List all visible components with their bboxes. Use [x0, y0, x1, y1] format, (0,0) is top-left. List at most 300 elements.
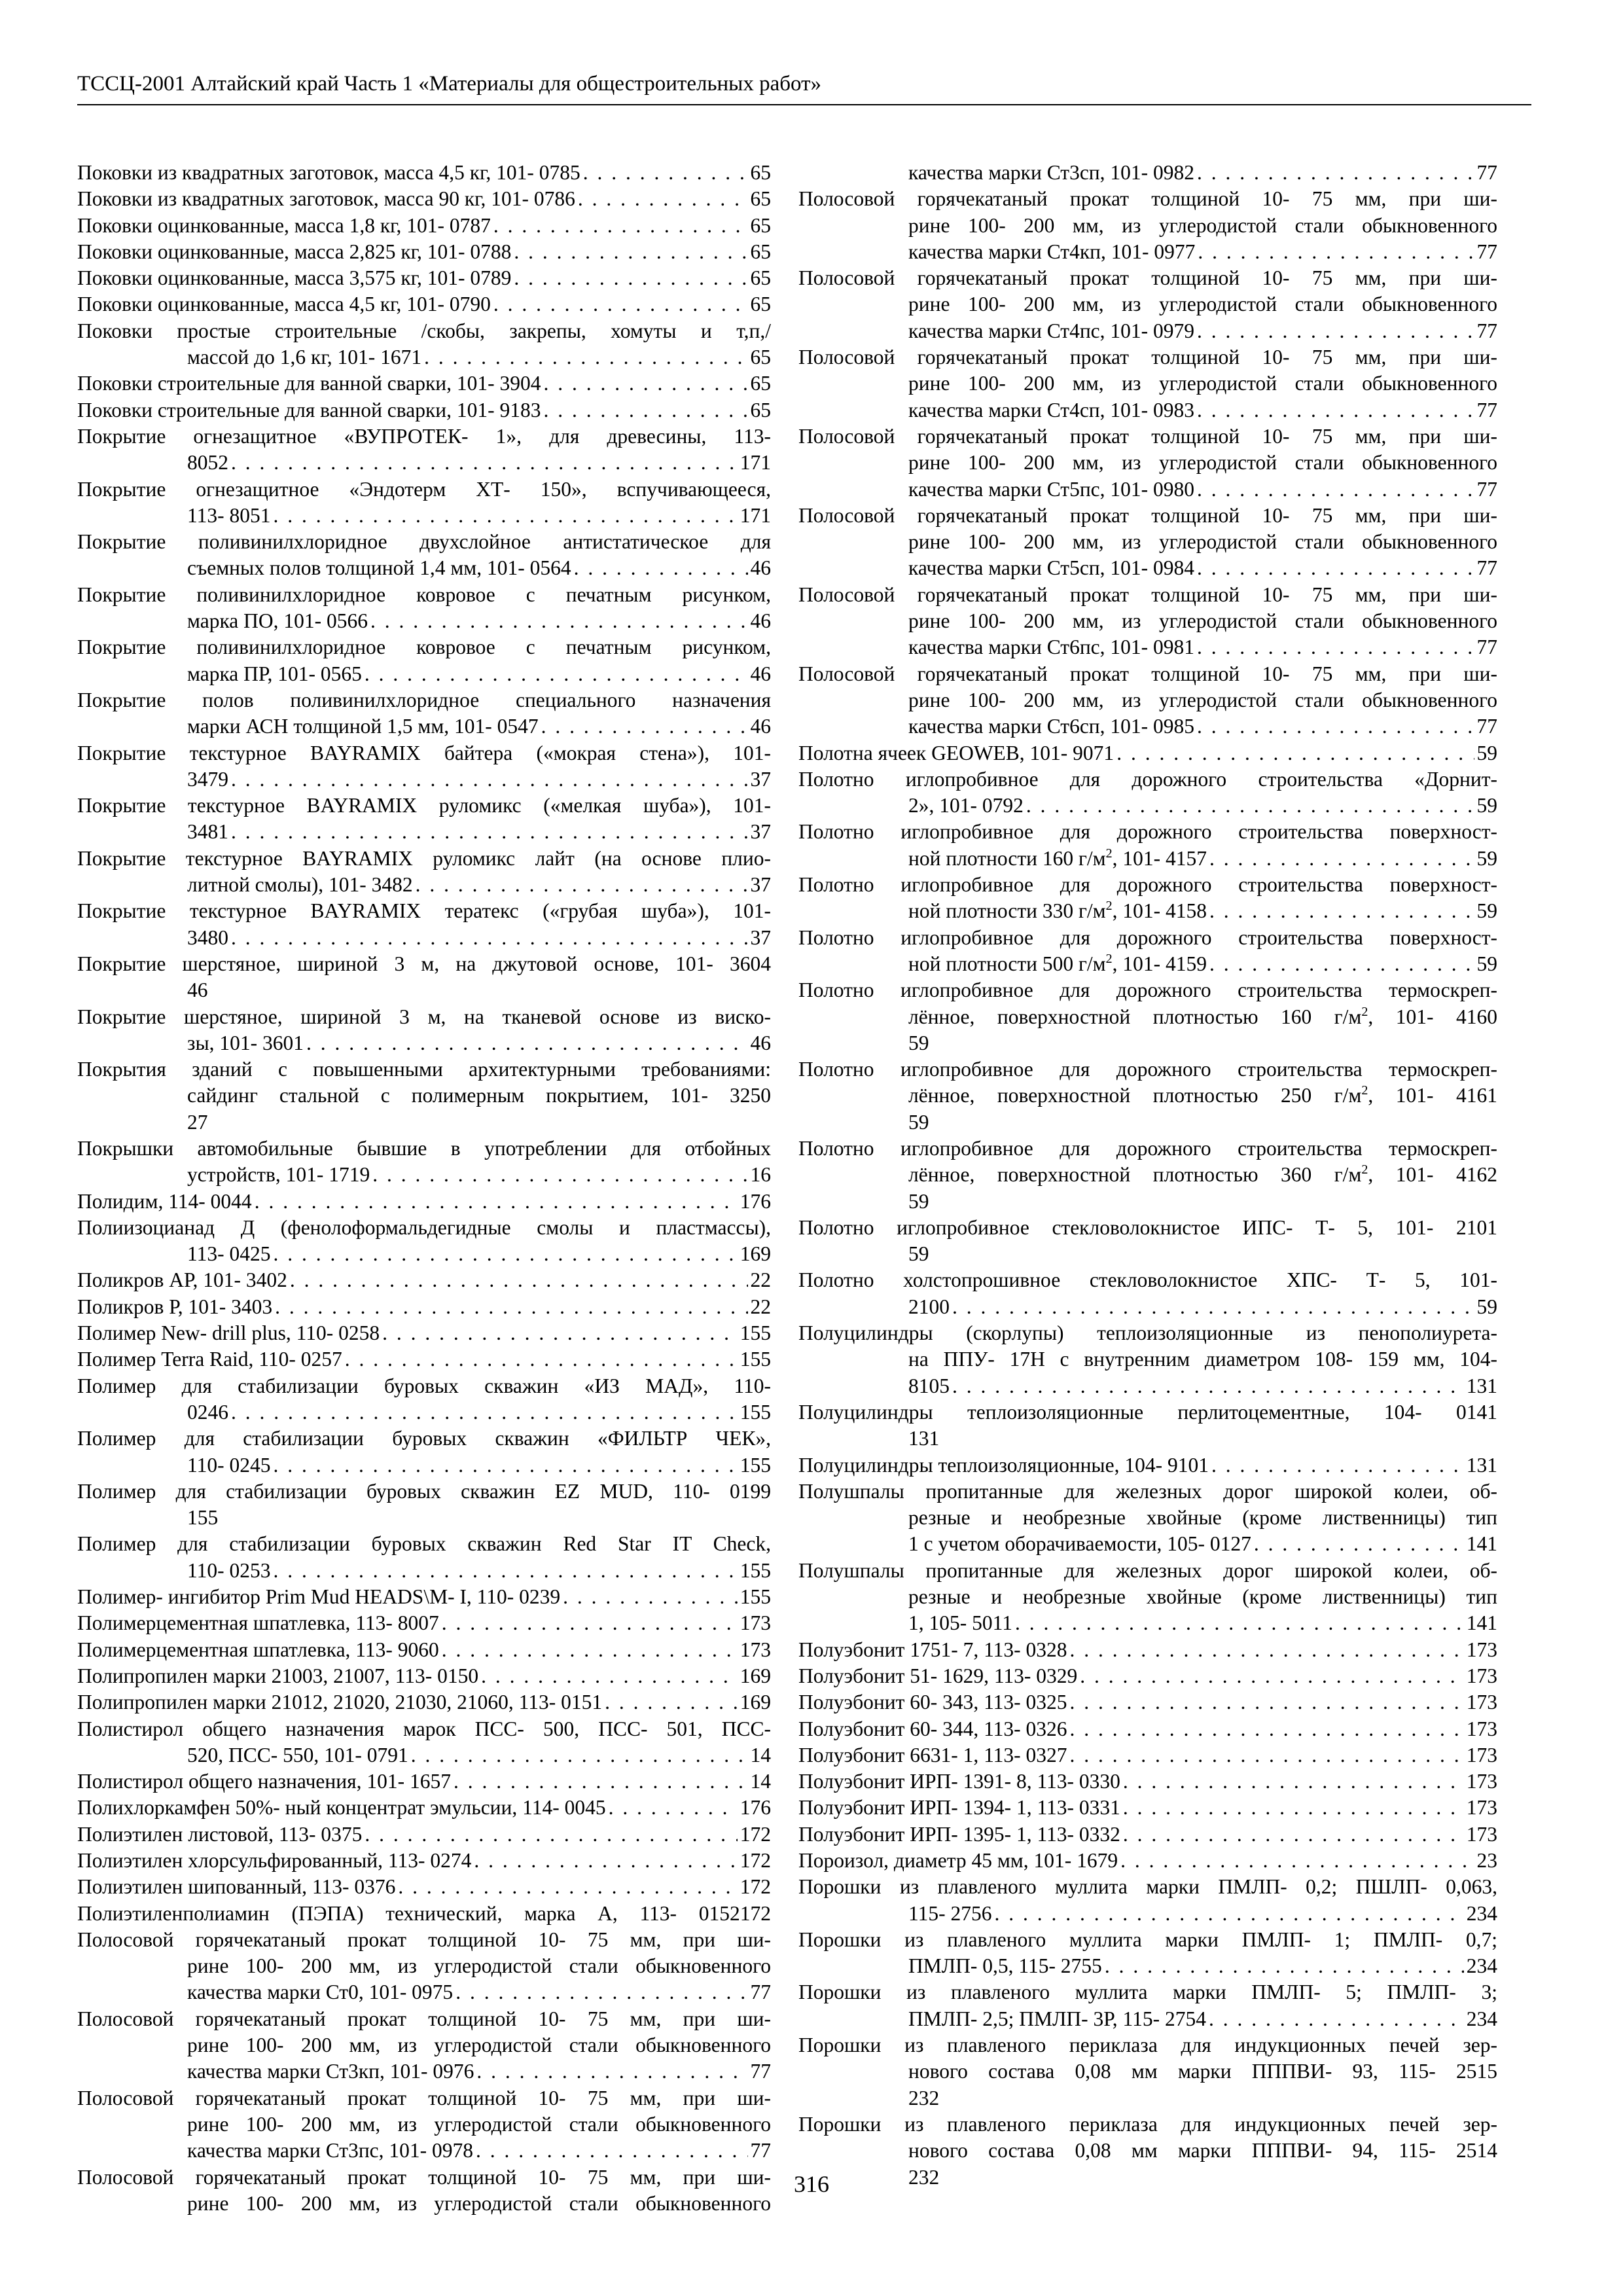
index-entry-line [77, 661, 771, 687]
dot-leader [1209, 898, 1474, 924]
index-entry-page: 155 [740, 1321, 771, 1345]
index-entry [798, 1056, 1497, 1136]
index-entry-text: Полотно иглопробивное для дорожного строительства термоскреп- [798, 1136, 1497, 1160]
index-entry-text: Поликров АР, 101- 3402 [77, 1268, 287, 1292]
index-entry-page: 169 [740, 1242, 771, 1266]
index-entry-text: Покрытие текстурное BAYRAMIX байтера («мокрая стена»), 101- [77, 741, 771, 764]
dot-leader [578, 186, 748, 212]
index-entry-text: Полуэбонит 1751- 7, 113- 0328 [798, 1638, 1067, 1661]
index-entry-text: Полотно иглопробивное для дорожного строительства поверхност- [798, 820, 1497, 844]
index-entry [77, 318, 771, 371]
index-entry-text: Покрытие поливинилхлоридное двухслойное антистатическое для [77, 530, 771, 554]
index-entry-line [77, 450, 771, 476]
index-entry-line [77, 318, 771, 344]
index-entry-line [798, 397, 1497, 423]
index-entry-text: Полиэтилен листовой, 113- 0375 [77, 1822, 363, 1846]
index-entry-text: 3481 [187, 820, 228, 844]
index-entry-line [77, 951, 771, 977]
index-entry-page: 77 [1476, 398, 1497, 422]
header-rule [77, 104, 1531, 105]
index-entry [798, 766, 1497, 819]
index-entry [798, 2032, 1497, 2111]
index-entry-text: нового состава 0,08 мм марки ПППВИ- 93, 115- 2515 [908, 2060, 1497, 2083]
dot-leader [273, 1241, 737, 1267]
index-entry-line [798, 1558, 1497, 1584]
index-entry-page: 77 [1476, 477, 1497, 501]
index-entry [798, 1716, 1497, 1742]
index-entry-text: Порошки из плавленого периклаза для индукционных печей зер- [798, 2034, 1497, 2057]
index-entry [77, 1927, 771, 2006]
dot-leader [1197, 160, 1474, 186]
index-entry [798, 1927, 1497, 1980]
index-entry-line [798, 1637, 1497, 1663]
dot-leader [365, 661, 748, 687]
index-entry-page: 172 [740, 1822, 771, 1846]
index-entry-line [798, 476, 1497, 503]
index-entry [77, 1479, 771, 1532]
index-entry-line [798, 1848, 1497, 1874]
dot-leader [1070, 1689, 1464, 1715]
index-entry-page: 234 [1466, 2007, 1497, 2030]
index-entry-line [798, 925, 1497, 951]
index-entry-line [798, 1426, 1497, 1452]
index-entry-page: 59 [1476, 899, 1497, 923]
index-entry [77, 476, 771, 529]
index-entry-line [798, 687, 1497, 713]
index-entry [77, 370, 771, 397]
index-entry [77, 1874, 771, 1900]
index-entry-line [798, 582, 1497, 608]
index-entry-line [77, 1109, 771, 1136]
index-entry [77, 1821, 771, 1848]
index-entry-text: качества марки Ст5пс, 101- 0980 [908, 477, 1195, 501]
index-entry-line [798, 2032, 1497, 2058]
dot-leader [411, 1742, 748, 1768]
index-entry-line [77, 872, 771, 898]
index-entry-line [77, 291, 771, 317]
index-entry-page: 155 [740, 1585, 771, 1609]
index-entry-text: Полистирол общего назначения, 101- 1657 [77, 1770, 451, 1793]
index-entry-text: Полосовой горячекатаный прокат толщиной 10- 75 мм, при ши- [77, 1928, 771, 1951]
index-entry-page: 37 [750, 925, 771, 949]
dot-leader [273, 503, 737, 529]
index-entry-page: 172 [740, 1875, 771, 1899]
index-entry-text: Поковки простые строительные /скобы, закрепы, хомуты и т,п,/ [77, 319, 771, 342]
index-entry-page: 22 [750, 1295, 771, 1318]
index-entry-line [77, 1399, 771, 1426]
index-entry [77, 213, 771, 239]
index-entry-line [77, 1452, 771, 1479]
index-entry [77, 1426, 771, 1479]
index-entry-line [798, 1162, 1497, 1188]
index-entry-line [77, 1426, 771, 1452]
index-entry-line [798, 1267, 1497, 1293]
index-entry [77, 2085, 771, 2164]
index-entry-page: 77 [1476, 715, 1497, 738]
index-entry-text: Полотно иглопробивное стекловолокнистое ИПС- Т- 5, 101- 2101 [798, 1215, 1497, 1239]
index-entry-line [77, 1531, 771, 1557]
index-entry [77, 1901, 771, 1927]
index-entry-line [798, 898, 1497, 924]
index-entry-text: Пороизол, диаметр 45 мм, 101- 1679 [798, 1849, 1118, 1872]
dot-leader [231, 1399, 738, 1426]
dot-leader [1197, 397, 1474, 423]
index-entry-line [798, 1953, 1497, 1979]
index-entry-line [798, 318, 1497, 344]
index-entry-line [77, 1162, 771, 1188]
index-entry-page: 169 [740, 1691, 771, 1714]
index-entry-page: 173 [1466, 1664, 1497, 1687]
index-entry [798, 1320, 1497, 1399]
index-entry-page: 65 [750, 161, 771, 184]
index-entry-text: Полосовой горячекатаный прокат толщиной 10- 75 мм, при ши- [798, 424, 1497, 448]
index-entry [77, 186, 771, 212]
index-entry-text: 110- 0253 [187, 1558, 271, 1582]
page-header-title: ТССЦ-2001 Алтайский край Часть 1 «Материалы для общестроительных работ» [77, 72, 822, 96]
index-entry-line [798, 1004, 1497, 1030]
index-entry-page: 77 [1476, 240, 1497, 263]
index-entry-text: ной плотности 500 $г/м^2$, 101- 4159 [908, 951, 1207, 975]
index-entry-line [798, 634, 1497, 660]
index-entry-line [798, 265, 1497, 291]
index-entry-page: 171 [740, 503, 771, 527]
index-entry [77, 740, 771, 793]
index-entry-line [798, 1979, 1497, 2005]
index-entry [77, 1004, 771, 1057]
index-entry [798, 1399, 1497, 1452]
index-entry-text: 113- 0425 [187, 1242, 271, 1266]
index-entry-line [798, 370, 1497, 397]
index-entry-line [798, 1795, 1497, 1821]
index-entry [798, 503, 1497, 582]
index-entry-text: качества марки Ст3кп, 101- 0976 [187, 2060, 474, 2083]
index-entry-line [77, 265, 771, 291]
index-entry [798, 1479, 1497, 1558]
dot-leader [1197, 476, 1474, 503]
index-entry-line [77, 423, 771, 450]
index-entry-line [798, 740, 1497, 766]
dot-leader [994, 1901, 1463, 1927]
dot-leader [476, 2058, 747, 2085]
index-entry-line [77, 713, 771, 740]
dot-leader [424, 344, 747, 370]
index-entry-line [798, 1452, 1497, 1479]
index-entry-line [77, 1689, 771, 1715]
dot-leader [1070, 1637, 1464, 1663]
dot-leader [382, 1320, 738, 1346]
index-entry-line [77, 1742, 771, 1768]
index-entry-line [77, 1479, 771, 1505]
index-entry [77, 1136, 771, 1189]
index-entry-line [798, 239, 1497, 265]
dot-leader [1105, 1953, 1464, 1979]
index-entry [798, 344, 1497, 423]
dot-leader [455, 1979, 747, 2005]
index-entry-text: Полушпалы пропитанные для железных дорог широкой колеи, об- [798, 1558, 1497, 1582]
index-entry-text: Полуэбонит 51- 1629, 113- 0329 [798, 1664, 1078, 1687]
index-entry [77, 1716, 771, 1769]
index-entry-page: 77 [1476, 161, 1497, 184]
index-entry-text: Поковки оцинкованные, масса 4,5 кг, 101- 0790 [77, 293, 491, 316]
index-entry [77, 1320, 771, 1346]
index-entry-line [77, 1373, 771, 1399]
index-entry-text: Полосовой горячекатаный прокат толщиной 10- 75 мм, при ши- [798, 662, 1497, 685]
index-entry-line [798, 846, 1497, 872]
index-entry-line [798, 344, 1497, 370]
index-entry-text: Полимер для стабилизации буровых скважин «ИЗ МАД», 110- [77, 1374, 771, 1397]
index-entry-text: 1 с учетом оборачиваемости, 105- 0127 [908, 1532, 1251, 1556]
index-entry-text: Полосовой горячекатаный прокат толщиной 10- 75 мм, при ши- [798, 266, 1497, 290]
dot-leader [609, 1795, 738, 1821]
dot-leader [1197, 555, 1474, 581]
index-entry-text: Полимер Terra Raid, 110- 0257 [77, 1348, 342, 1371]
index-entry [798, 977, 1497, 1056]
index-entry [77, 397, 771, 423]
index-entry-text: Поковки из квадратных заготовок, масса 90 кг, 101- 0786 [77, 187, 575, 211]
index-entry-line [798, 1505, 1497, 1531]
dot-leader [1070, 1742, 1464, 1768]
index-entry-page: 77 [750, 2060, 771, 2083]
index-entry-text: массой до 1,6 кг, 101- 1671 [187, 346, 422, 369]
index-entry-text: Полуцилиндры теплоизоляционные перлитоцементные, 104- 0141 [798, 1400, 1497, 1424]
index-entry-page: 37 [750, 820, 771, 844]
index-entry-line [798, 1821, 1497, 1848]
index-entry-text: 155 [187, 1506, 219, 1530]
index-entry-text: рине 100- 200 мм, из углеродистой стали обыкновенного [908, 372, 1497, 395]
index-entry-page: 65 [750, 240, 771, 263]
index-entry [798, 1267, 1497, 1320]
index-entry-text: Полуэбонит ИРП- 1391- 8, 113- 0330 [798, 1770, 1120, 1793]
dot-leader [1123, 1768, 1464, 1795]
index-entry-line [77, 1637, 771, 1663]
dot-leader [231, 819, 748, 845]
index-entry-line [798, 160, 1497, 186]
dot-leader [1197, 318, 1474, 344]
index-entry [77, 291, 771, 317]
index-entry [77, 1637, 771, 1663]
index-entry [798, 1768, 1497, 1795]
index-entry-text: 27 [187, 1110, 208, 1134]
dot-leader [1209, 951, 1474, 977]
index-entry [798, 819, 1497, 872]
dot-leader [372, 1162, 747, 1188]
dot-leader [345, 1346, 738, 1372]
dot-leader [275, 1294, 747, 1320]
dot-leader [1080, 1663, 1463, 1689]
dot-leader [1015, 1610, 1464, 1636]
index-entry-text: Покрытие поливинилхлоридное ковровое с печатным рисунком, [77, 636, 771, 659]
index-entry-text: Полосовой горячекатаный прокат толщиной 10- 75 мм, при ши- [77, 2165, 771, 2189]
index-entry-page: 22 [750, 1268, 771, 1292]
index-entry [798, 872, 1497, 925]
index-entry-line [798, 2138, 1497, 2164]
dot-leader [1120, 1848, 1474, 1874]
index-entry-line [77, 1505, 771, 1531]
index-entry-page: 173 [1466, 1743, 1497, 1767]
dot-leader [273, 1452, 737, 1479]
index-entry-page: 65 [750, 266, 771, 290]
index-entry [798, 1795, 1497, 1821]
index-entry-text: 8052 [187, 451, 228, 475]
index-entry-line [77, 160, 771, 186]
index-entry-line [77, 1795, 771, 1821]
index-entry-page: 173 [1466, 1822, 1497, 1846]
dot-leader [952, 1373, 1464, 1399]
index-entry [77, 951, 771, 1004]
index-entry-page: 46 [750, 715, 771, 738]
index-entry-text: 2», 101- 0792 [908, 794, 1024, 817]
index-entry-line [77, 1584, 771, 1610]
index-entry-text: Покрышки автомобильные бывшие в употреблении для отбойных [77, 1136, 771, 1160]
dot-leader [1209, 2006, 1464, 2032]
dot-leader [1254, 1531, 1464, 1557]
index-entry-page: 65 [750, 346, 771, 369]
index-entry-line [77, 1267, 771, 1293]
dot-leader [514, 239, 747, 265]
index-entry-page: 176 [740, 1189, 771, 1213]
index-entry [798, 186, 1497, 265]
index-entry-text: Покрытие огнезащитное «ВУПРОТЕК- 1», для древесины, 113- [77, 424, 771, 448]
index-entry-line [798, 1294, 1497, 1320]
index-entry-text: 520, ПСС- 550, 101- 0791 [187, 1743, 408, 1767]
index-entry-text: 8105 [908, 1374, 950, 1397]
index-entry-text: Полотно иглопробивное для дорожного строительства термоскреп- [798, 978, 1497, 1002]
index-entry-text: на ППУ- 17Н с внутренним диаметром 108- 159 мм, 104- [908, 1348, 1497, 1371]
index-entry-page: 155 [740, 1348, 771, 1371]
index-entry-line [798, 503, 1497, 529]
index-entry [77, 1531, 771, 1584]
index-entry-line [798, 1531, 1497, 1557]
dot-leader [544, 397, 748, 423]
index-entry-line [77, 1030, 771, 1056]
index-entry-page: 173 [1466, 1638, 1497, 1661]
index-entry-page: 173 [740, 1638, 771, 1661]
index-entry-page: 65 [750, 398, 771, 422]
index-entry-page: 65 [750, 372, 771, 395]
index-entry [77, 1294, 771, 1320]
index-entry-text: Полуэбонит ИРП- 1395- 1, 113- 0332 [798, 1822, 1120, 1846]
index-entry-text: 59 [908, 1110, 929, 1134]
index-entry-page: 77 [1476, 319, 1497, 342]
dot-leader [231, 766, 748, 793]
index-entry-text: сайдинг стальной с полимерным покрытием, 101- 3250 [187, 1084, 771, 1107]
index-entry-text: качества марки Ст3сп, 101- 0982 [908, 161, 1195, 184]
dot-leader [290, 1267, 748, 1293]
index-entry [798, 1215, 1497, 1268]
index-entry-text: ПМЛП- 2,5; ПМЛП- 3Р, 115- 2754 [908, 2007, 1206, 2030]
index-entry-text: Полосовой горячекатаный прокат толщиной 10- 75 мм, при ши- [77, 2007, 771, 2030]
index-entry-page: 169 [740, 1664, 771, 1687]
index-entry-line [77, 687, 771, 713]
index-entry-line [798, 423, 1497, 450]
index-entry-line [77, 2138, 771, 2164]
index-entry-line [798, 213, 1497, 239]
index-entry-text: 232 [908, 2165, 940, 2189]
index-entry-page: 77 [750, 1981, 771, 2004]
index-entry-page: 173 [740, 1611, 771, 1635]
index-entry-text: Полуцилиндры (скорлупы) теплоизоляционные из пенополиурета- [798, 1321, 1497, 1345]
index-entry-line [798, 608, 1497, 634]
index-entry [77, 423, 771, 476]
index-entry-line [798, 977, 1497, 1003]
index-entry-page: 14 [750, 1743, 771, 1767]
index-entry-text: Полидим, 114- 0044 [77, 1189, 252, 1213]
index-entry-page: 59 [1476, 846, 1497, 870]
index-entry-text: качества марки Ст5сп, 101- 0984 [908, 556, 1195, 580]
dot-leader [476, 2138, 747, 2164]
dot-leader [544, 370, 748, 397]
dot-leader [514, 265, 747, 291]
index-entry-line [798, 529, 1497, 555]
index-entry-page: 65 [750, 187, 771, 211]
index-entry-text: рине 100- 200 мм, из углеродистой стали обыкновенного [187, 2191, 771, 2215]
index-entry-text: ПМЛП- 0,5, 115- 2755 [908, 1954, 1102, 1978]
index-entry [798, 265, 1497, 344]
index-entry [77, 1663, 771, 1689]
index-entry [77, 846, 771, 899]
index-entry-line [77, 1901, 771, 1927]
index-entry-text: Поковки оцинкованные, масса 3,575 кг, 101- 0789 [77, 266, 512, 290]
index-entry [798, 1452, 1497, 1479]
index-entry-text: рине 100- 200 мм, из углеродистой стали обыкновенного [908, 451, 1497, 475]
index-entry-text: Полуэбонит 60- 343, 113- 0325 [798, 1691, 1067, 1714]
index-entry-line [77, 1004, 771, 1030]
index-entry-page: 155 [740, 1400, 771, 1424]
index-entry-text: 59 [908, 1031, 929, 1054]
index-entry [798, 1637, 1497, 1663]
index-entry-line [798, 2085, 1497, 2111]
dot-leader [574, 555, 748, 581]
index-entry [798, 1874, 1497, 1927]
index-entry [798, 582, 1497, 661]
index-entry-page: 59 [1476, 794, 1497, 817]
index-entry-text: Полотно иглопробивное для дорожного строительства «Дорнит- [798, 767, 1497, 791]
index-entry [77, 1689, 771, 1715]
index-entry-line [77, 397, 771, 423]
index-entry-page: 155 [740, 1453, 771, 1477]
index-entry-page: 37 [750, 873, 771, 897]
index-entry-text: Полосовой горячекатаный прокат толщиной 10- 75 мм, при ши- [798, 503, 1497, 527]
index-entry [798, 1979, 1497, 2032]
index-entry-text: Порошки из плавленого муллита марки ПМЛП- 5; ПМЛП- 3; [798, 1981, 1497, 2004]
index-entry-line [77, 1716, 771, 1742]
index-entry-line [798, 1136, 1497, 1162]
index-entry [77, 1215, 771, 1268]
index-entry-text: Покрытие поливинилхлоридное ковровое с печатным рисунком, [77, 583, 771, 606]
index-entry-page: 65 [750, 213, 771, 237]
dot-leader [255, 1189, 738, 1215]
index-entry-text: марка ПР, 101- 0565 [187, 662, 362, 685]
index-entry [798, 1136, 1497, 1215]
index-entry-line [798, 555, 1497, 581]
index-entry-line [798, 1109, 1497, 1136]
index-entry-text: 113- 8051 [187, 503, 271, 527]
index-entry-text: Полотно иглопробивное для дорожного строительства поверхност- [798, 873, 1497, 897]
index-entry-text: 232 [908, 2086, 940, 2109]
index-entry-text: Покрытия зданий с повышенными архитектурными требованиями: [77, 1058, 771, 1081]
index-entry-line [798, 2111, 1497, 2138]
index-entry-line [77, 344, 771, 370]
index-entry-page: 46 [750, 1031, 771, 1054]
index-entry-text: 2100 [908, 1295, 950, 1318]
index-entry-page: 46 [750, 662, 771, 685]
index-entry-line [798, 1056, 1497, 1083]
index-entry-line [798, 1689, 1497, 1715]
index-entry-line [798, 793, 1497, 819]
index-entry-line [77, 608, 771, 634]
index-entry-line [77, 555, 771, 581]
index-entry-line [798, 1742, 1497, 1768]
